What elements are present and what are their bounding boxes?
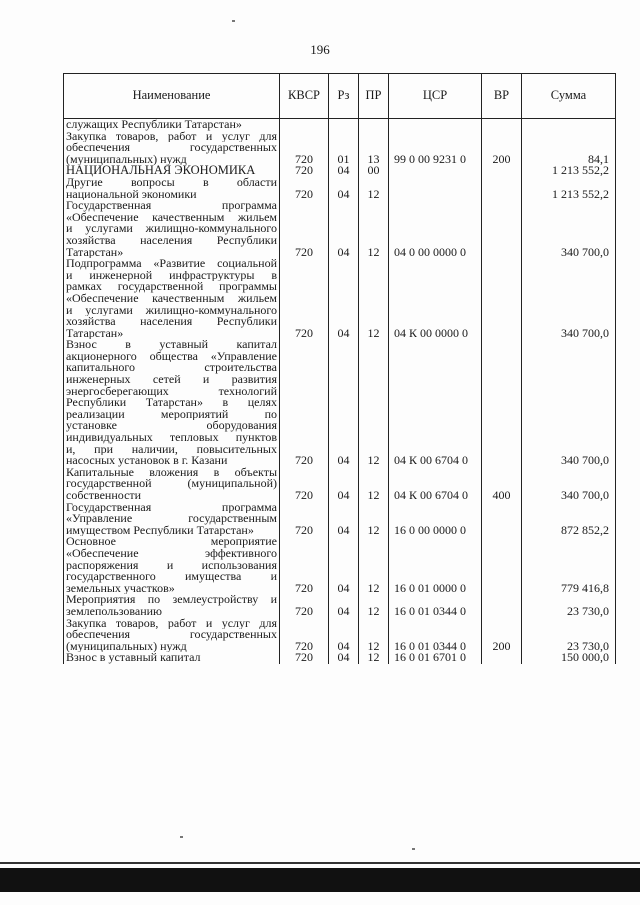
scan-speck [180, 836, 183, 838]
cell-sum: 1 213 552,2 [522, 165, 616, 177]
cell-name-line: «Управление государственным [66, 513, 277, 525]
cell-name-line: энергосберегающих технологий [66, 385, 277, 398]
header-name: Наименование [64, 74, 280, 119]
cell-rz: 04 [329, 594, 359, 617]
cell-vr [482, 119, 522, 131]
cell-name [64, 502, 280, 537]
cell-pr: 12 [359, 652, 389, 664]
cell-name-line: хозяйства населения Республики [66, 234, 277, 247]
cell-pr: 12 [359, 467, 389, 502]
table-row [64, 119, 616, 131]
cell-name-line: индивидуальных тепловых пунктов [66, 432, 277, 444]
cell-name-line: имуществом Республики Татарстан» [66, 524, 254, 537]
cell-vr [482, 258, 522, 339]
cell-name-line: землепользованию [66, 605, 163, 618]
table-row [64, 502, 616, 537]
header-sum: Сумма [522, 74, 616, 119]
scan-bottom-border [0, 868, 640, 892]
cell-name-line: (муниципальных) нужд [66, 640, 187, 653]
cell-name-line: инженерных сетей и развития [66, 374, 277, 386]
cell-name [64, 200, 280, 258]
cell-name-line: земельных участков» [66, 582, 175, 595]
cell-name-line: Другие вопросы в области [66, 176, 277, 189]
table-row [64, 339, 616, 467]
cell-name-line: «Обеспечение качественным жильем [66, 292, 277, 305]
cell-kvsr: 720 [280, 200, 329, 258]
cell-kvsr: 720 [280, 652, 329, 664]
cell-rz: 04 [329, 652, 359, 664]
cell-rz [329, 119, 359, 131]
table-row [64, 594, 616, 617]
cell-name-line: Взнос в уставный капитал [66, 339, 277, 351]
cell-csr: 16 0 01 0000 0 [389, 536, 482, 594]
cell-rz: 04 [329, 200, 359, 258]
cell-csr: 04 0 00 0000 0 [389, 200, 482, 258]
cell-name-line: и услугами жилищно-коммунального [66, 223, 277, 235]
cell-name-line: обеспечения государственных [66, 142, 277, 154]
cell-pr: 13 [359, 131, 389, 166]
cell-kvsr [280, 119, 329, 131]
cell-name-line: и услугами жилищно-коммунального [66, 304, 277, 317]
cell-sum: 340 700,0 [522, 339, 616, 467]
cell-name-line: Республики Татарстан» в целях [66, 397, 277, 409]
cell-name [64, 652, 280, 664]
table-row [64, 467, 616, 502]
cell-pr [359, 119, 389, 131]
cell-name-line: акционерного общества «Управление [66, 350, 277, 363]
cell-name [64, 618, 280, 653]
cell-name-line: рамках государственной программы [66, 281, 277, 293]
cell-name-line: Татарстан» [66, 246, 124, 259]
cell-name-line: и, при наличии, повысительных [66, 443, 277, 456]
header-rz: Рз [329, 74, 359, 119]
cell-csr [389, 177, 482, 200]
cell-vr [482, 502, 522, 537]
cell-name-line: Татарстан» [66, 327, 124, 340]
cell-kvsr: 720 [280, 131, 329, 166]
table-header-row [64, 74, 616, 119]
budget-table [63, 73, 616, 664]
cell-name [64, 594, 280, 617]
scan-speck [412, 848, 415, 850]
cell-pr: 12 [359, 339, 389, 467]
cell-vr: 200 [482, 618, 522, 653]
cell-pr: 12 [359, 258, 389, 339]
cell-rz: 04 [329, 177, 359, 200]
table-row [64, 258, 616, 339]
cell-kvsr: 720 [280, 177, 329, 200]
cell-name-line: «Обеспечение качественным жильем [66, 211, 277, 224]
cell-name-line: Основное мероприятие [66, 536, 277, 548]
cell-kvsr: 720 [280, 339, 329, 467]
cell-name-line: Капитальные вложения в объекты [66, 466, 277, 479]
cell-sum: 779 416,8 [522, 536, 616, 594]
cell-kvsr: 720 [280, 467, 329, 502]
cell-pr: 12 [359, 536, 389, 594]
table-row [64, 536, 616, 594]
cell-kvsr: 720 [280, 594, 329, 617]
cell-vr [482, 200, 522, 258]
cell-pr: 12 [359, 177, 389, 200]
cell-name-line: хозяйства населения Республики [66, 316, 277, 328]
cell-sum: 23 730,0 [522, 594, 616, 617]
cell-name [64, 339, 280, 467]
cell-rz: 04 [329, 165, 359, 177]
cell-csr: 04 К 00 6704 0 [389, 467, 482, 502]
cell-name-line: Мероприятия по землеустройству и [66, 594, 277, 606]
cell-name-line: НАЦИОНАЛЬНАЯ ЭКОНОМИКА [66, 165, 256, 177]
cell-pr: 12 [359, 618, 389, 653]
cell-vr [482, 165, 522, 177]
cell-name-line: «Обеспечение эффективного [66, 547, 277, 560]
cell-sum [522, 119, 616, 131]
cell-pr: 12 [359, 502, 389, 537]
cell-name [64, 119, 280, 131]
table-row [64, 200, 616, 258]
header-csr: ЦСР [389, 74, 482, 119]
cell-csr: 16 0 01 0344 0 [389, 594, 482, 617]
cell-rz: 04 [329, 467, 359, 502]
cell-csr: 99 0 00 9231 0 [389, 131, 482, 166]
table-row [64, 177, 616, 200]
table-body [64, 119, 616, 664]
cell-sum: 150 000,0 [522, 652, 616, 664]
cell-name-line: Закупка товаров, работ и услуг для [66, 130, 277, 143]
cell-vr: 400 [482, 467, 522, 502]
cell-vr [482, 339, 522, 467]
cell-name [64, 467, 280, 502]
cell-csr [389, 165, 482, 177]
cell-vr [482, 536, 522, 594]
cell-pr: 12 [359, 200, 389, 258]
cell-csr: 04 К 00 6704 0 [389, 339, 482, 467]
cell-rz: 04 [329, 339, 359, 467]
cell-sum: 340 700,0 [522, 467, 616, 502]
cell-vr [482, 177, 522, 200]
cell-name-line: Подпрограмма «Развитие социальной [66, 258, 277, 270]
cell-name-line: установке оборудования [66, 420, 277, 433]
cell-name [64, 258, 280, 339]
cell-sum: 340 700,0 [522, 200, 616, 258]
table-row [64, 131, 616, 166]
cell-rz: 04 [329, 536, 359, 594]
cell-name-line: собственности [66, 490, 142, 502]
cell-sum: 872 852,2 [522, 502, 616, 537]
cell-sum: 340 700,0 [522, 258, 616, 339]
cell-name-line: насосных установок в г. Казани [66, 455, 228, 467]
header-pr: ПР [359, 74, 389, 119]
cell-name-line: капитального строительства [66, 362, 277, 375]
cell-name-line: (муниципальных) нужд [66, 153, 187, 166]
cell-name-line: Государственная программа [66, 200, 277, 212]
cell-csr [389, 119, 482, 131]
cell-name [64, 177, 280, 200]
cell-csr: 16 0 01 6701 0 [389, 652, 482, 664]
cell-csr: 04 К 00 0000 0 [389, 258, 482, 339]
cell-sum: 84,1 [522, 131, 616, 166]
cell-name-line: национальной экономики [66, 188, 197, 201]
cell-kvsr: 720 [280, 258, 329, 339]
scan-speck [232, 20, 235, 22]
cell-sum: 1 213 552,2 [522, 177, 616, 200]
cell-pr: 12 [359, 594, 389, 617]
cell-vr [482, 652, 522, 664]
cell-kvsr: 720 [280, 536, 329, 594]
cell-csr: 16 0 00 0000 0 [389, 502, 482, 537]
cell-name-line: государственного имущества и [66, 571, 277, 583]
cell-name-line: служащих Республики Татарстан» [66, 119, 242, 131]
cell-name [64, 131, 280, 166]
cell-name-line: Государственная программа [66, 501, 277, 514]
cell-rz: 04 [329, 618, 359, 653]
cell-name [64, 165, 280, 177]
cell-rz: 04 [329, 502, 359, 537]
cell-name-line: распоряжения и использования [66, 559, 277, 572]
cell-vr: 200 [482, 131, 522, 166]
page-number: 196 [310, 42, 330, 57]
cell-name-line: реализации мероприятий по [66, 408, 277, 421]
header-kvsr: КВСР [280, 74, 329, 119]
cell-name-line: Закупка товаров, работ и услуг для [66, 617, 277, 630]
cell-kvsr: 720 [280, 165, 329, 177]
table-row [64, 618, 616, 653]
header-vr: ВР [482, 74, 522, 119]
cell-name-line: и инженерной инфраструктуры в [66, 269, 277, 282]
cell-name [64, 536, 280, 594]
cell-kvsr: 720 [280, 502, 329, 537]
cell-rz: 04 [329, 258, 359, 339]
cell-name-line: Взнос в уставный капитал [66, 652, 201, 664]
cell-pr: 00 [359, 165, 389, 177]
cell-rz: 01 [329, 131, 359, 166]
cell-name-line: государственной (муниципальной) [66, 478, 277, 490]
table-row [64, 165, 616, 177]
cell-kvsr: 720 [280, 618, 329, 653]
cell-sum: 23 730,0 [522, 618, 616, 653]
cell-vr [482, 594, 522, 617]
table-row [64, 652, 616, 664]
cell-name-line: обеспечения государственных [66, 629, 277, 641]
cell-csr: 16 0 01 0344 0 [389, 618, 482, 653]
scan-edge-line [0, 862, 640, 864]
